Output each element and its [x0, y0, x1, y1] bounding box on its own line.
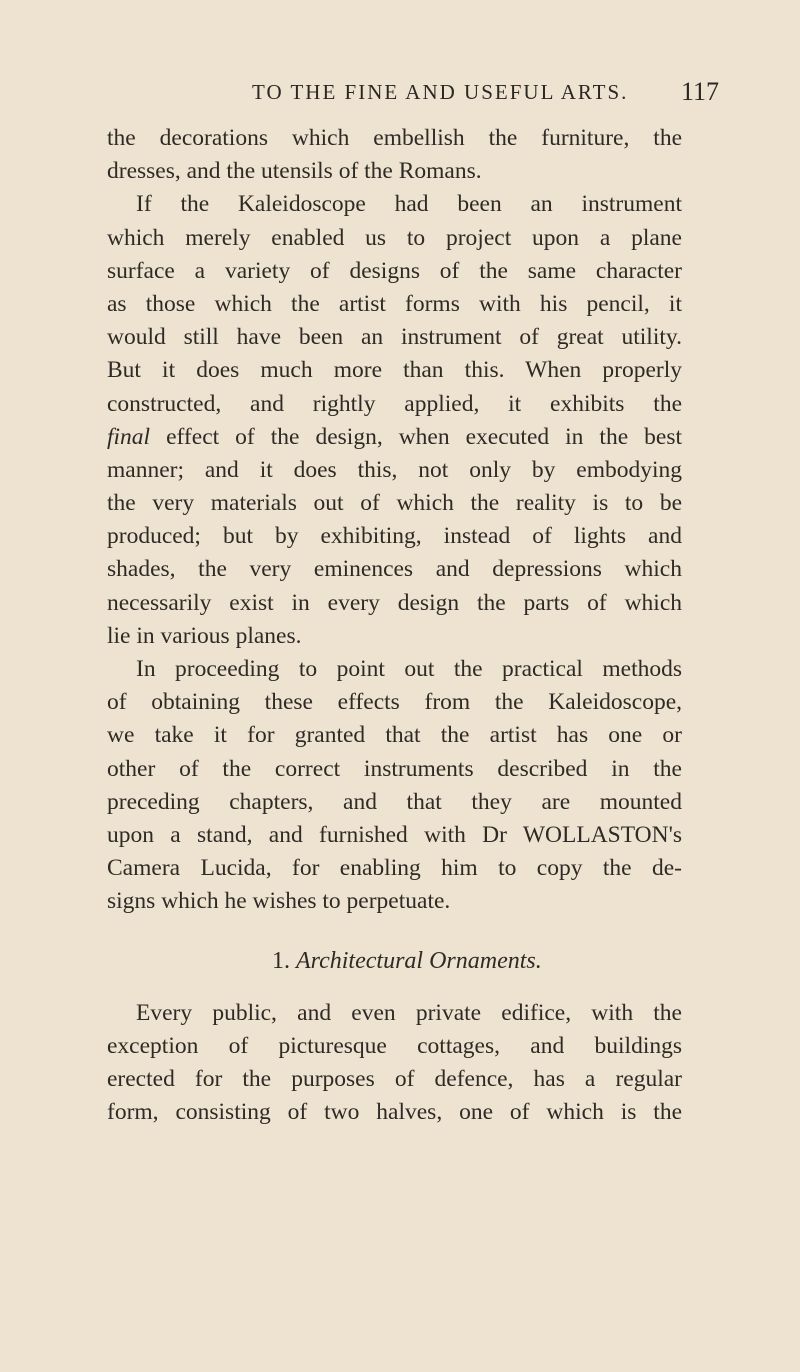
text-line: dresses, and the utensils of the Romans.: [107, 158, 482, 185]
running-head-title: TO THE FINE AND USEFUL ARTS.: [252, 80, 629, 104]
section-heading: [107, 925, 682, 997]
text-line: final effect of the design, when executed in the best: [107, 423, 682, 450]
text-line: lie in various planes.: [107, 622, 302, 649]
text-line: preceding chapters, and that they are mounted: [107, 788, 682, 815]
text-line: upon a stand, and furnished with Dr WOLLASTON's: [107, 821, 682, 848]
text-line: constructed, and rightly applied, it exhibits the: [107, 390, 682, 417]
text-line: form, consisting of two halves, one of which is the: [107, 1099, 682, 1126]
text-line: erected for the purposes of defence, has a regular: [107, 1065, 682, 1092]
text-line: Every public, and even private edifice, with the: [136, 999, 682, 1026]
text-line: produced; but by exhibiting, instead of lights and: [107, 523, 682, 550]
section-number: 1.: [272, 947, 290, 974]
text-line: as those which the artist forms with his pencil, it: [107, 290, 682, 317]
text-line: which merely enabled us to project upon a plane: [107, 224, 682, 251]
section-title: Architectural Ornaments.: [296, 947, 542, 974]
text-line: manner; and it does this, not only by embodying: [107, 456, 682, 483]
page-number: 117: [681, 77, 720, 106]
body-text: [107, 122, 682, 1129]
text-line: If the Kaleidoscope had been an instrument: [136, 191, 682, 218]
text-line: shades, the very eminences and depressions which: [107, 556, 682, 583]
text-line: we take it for granted that the artist has one or: [107, 722, 682, 749]
text-line: surface a variety of designs of the same character: [107, 257, 682, 284]
text-line: But it does much more than this. When properly: [107, 357, 682, 384]
text-line: other of the correct instruments described in the: [107, 755, 682, 782]
italic-word: final: [107, 423, 151, 450]
text-line: the decorations which embellish the furniture, the: [107, 125, 682, 151]
text-line: of obtaining these effects from the Kaleidoscope,: [107, 689, 682, 716]
text-line: would still have been an instrument of great utility.: [107, 324, 682, 351]
text-line: In proceeding to point out the practical methods: [136, 656, 682, 682]
text-line: the very materials out of which the reality is to be: [107, 490, 682, 517]
text-line: signs which he wishes to perpetuate.: [107, 888, 451, 915]
text-line: Camera Lucida, for enabling him to copy the de-: [107, 855, 682, 882]
text-line: necessarily exist in every design the parts of which: [107, 589, 682, 616]
running-head: [0, 74, 800, 110]
text-line: exception of picturesque cottages, and buildings: [107, 1032, 682, 1059]
